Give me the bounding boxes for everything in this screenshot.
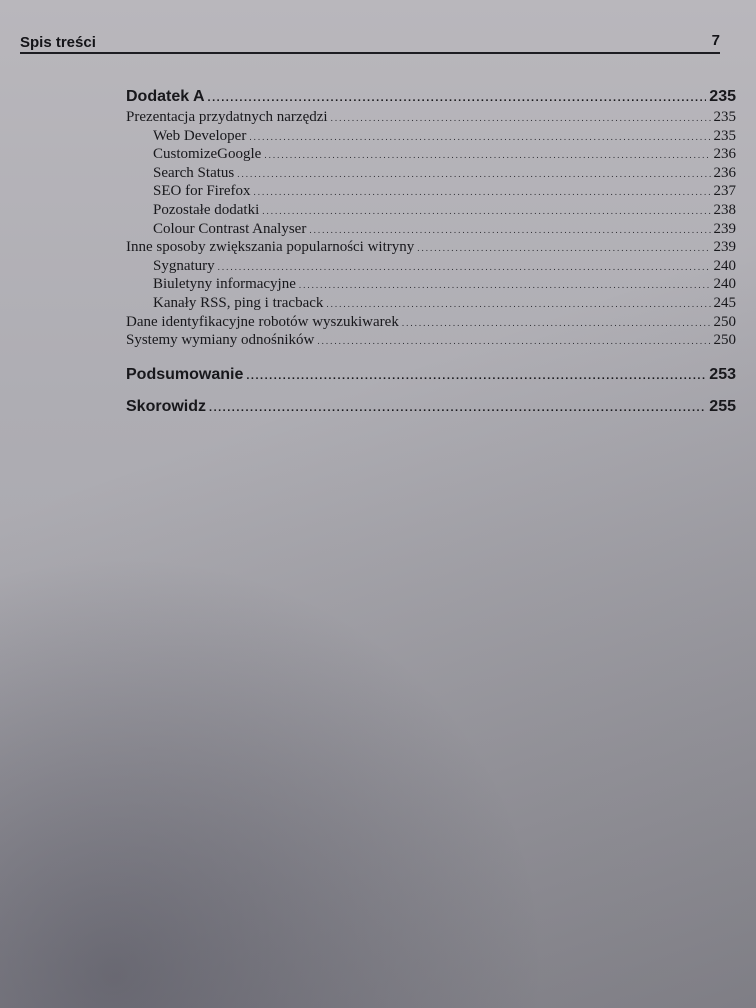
leader-dots (254, 183, 711, 202)
toc-entry-label: Sygnatury (153, 257, 215, 274)
toc-entry-section (126, 331, 736, 350)
running-header (20, 30, 720, 56)
toc-entry-page: 235 (713, 109, 736, 125)
toc-entry-subsection (126, 220, 736, 239)
toc-entry-page: 238 (713, 201, 736, 218)
toc-entry-label: Search Status (153, 164, 235, 181)
toc-entry-label: Systemy wymiany odnośników (126, 332, 315, 349)
toc-entry-page: 240 (713, 257, 736, 274)
leader-dots (402, 314, 711, 333)
toc-entry-label: Biuletyny informacyjne (153, 276, 296, 293)
toc-entry-page: 237 (713, 183, 736, 200)
toc-entry-page: 236 (713, 164, 736, 181)
toc-entry-page: 250 (713, 332, 736, 349)
toc-entry-label: Dane identyfikacyjne robotów wyszukiwarek (126, 313, 399, 330)
leader-dots (309, 221, 710, 240)
toc-entry-section (126, 238, 736, 257)
toc-entry-page: 236 (713, 146, 736, 163)
leader-dots (299, 276, 711, 295)
toc-entry-page: 253 (709, 365, 736, 383)
leader-dots (326, 295, 710, 314)
leader-dots (237, 165, 710, 184)
running-header-page-number: 7 (711, 32, 720, 49)
toc-entry-section (126, 313, 736, 332)
toc-entry-page: 245 (713, 294, 736, 311)
toc-entry-page: 235 (713, 127, 736, 144)
toc-entry-subsection (126, 145, 736, 164)
leader-dots (317, 332, 710, 351)
toc-entry-label: Pozostałe dodatki (153, 201, 260, 218)
toc-entry-section (126, 108, 736, 127)
toc-entry-subsection (126, 257, 736, 276)
toc-entry-subsection (126, 127, 736, 146)
leader-dots (209, 397, 706, 419)
toc-entry-page: 240 (713, 276, 736, 293)
toc-entry-subsection (126, 294, 736, 313)
toc-entry-chapter (126, 396, 736, 418)
toc-entry-label: Web Developer (153, 127, 247, 144)
toc-entry-label: Colour Contrast Analyser (153, 220, 307, 237)
toc-entry-subsection (126, 201, 736, 220)
page-shadow (0, 432, 584, 1008)
toc-entry-label: Kanały RSS, ping i tracback (153, 294, 324, 311)
toc-entry-label: CustomizeGoogle (153, 146, 262, 163)
leader-dots (331, 109, 711, 128)
toc-entry-subsection (126, 182, 736, 201)
table-of-contents (126, 86, 736, 418)
toc-entry-chapter (126, 86, 736, 108)
leader-dots (246, 365, 706, 387)
toc-entry-label: Prezentacja przydatnych narzędzi (126, 109, 328, 125)
leader-dots (264, 146, 710, 165)
toc-entry-page: 235 (709, 88, 736, 105)
header-rule (20, 52, 720, 54)
toc-entry-subsection (126, 275, 736, 294)
toc-entry-label: Inne sposoby zwiększania popularności witryny (126, 239, 415, 256)
toc-entry-label: Dodatek A (126, 88, 205, 105)
toc-entry-page: 255 (709, 397, 736, 415)
toc-entry-page: 250 (713, 313, 736, 330)
toc-entry-page: 239 (713, 239, 736, 256)
leader-dots (262, 202, 710, 221)
running-header-title: Spis treści (20, 34, 96, 51)
toc-entry-chapter (126, 364, 736, 386)
leader-dots (249, 128, 710, 147)
leader-dots (417, 239, 710, 258)
toc-entry-label: Skorowidz (126, 397, 207, 415)
leader-dots (208, 87, 707, 109)
toc-entry-subsection (126, 164, 736, 183)
leader-dots (218, 258, 711, 277)
toc-entry-label: Podsumowanie (126, 365, 244, 383)
toc-entry-page: 239 (713, 220, 736, 237)
toc-entry-label: SEO for Firefox (153, 183, 251, 200)
